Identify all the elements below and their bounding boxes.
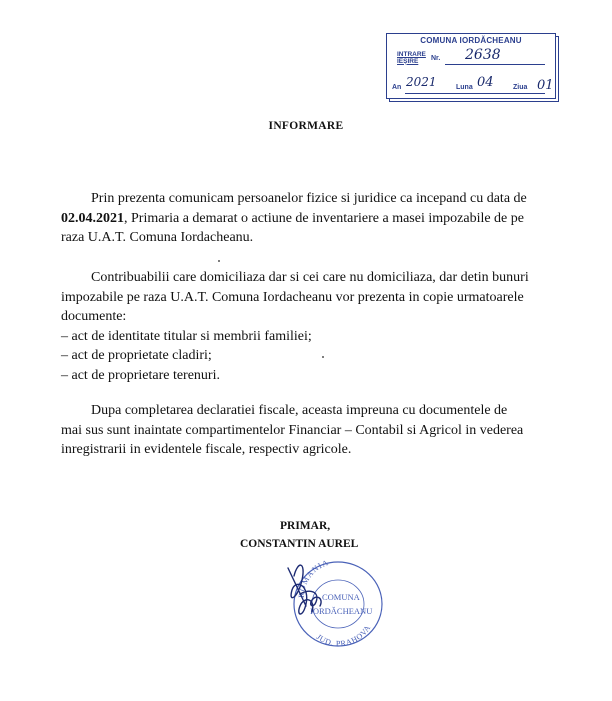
stamp-year-label: An <box>392 84 402 91</box>
document-title: INFORMARE <box>268 120 344 132</box>
stamp-month-value: 04 <box>477 75 494 90</box>
stamp-month-label: Luna <box>456 84 473 91</box>
stamp-entry-exit <box>397 51 426 65</box>
scan-speck <box>322 356 324 358</box>
paragraph1-line2-rest: , Primaria a demarat o actiune de inventariere a masei impozabile de pe <box>124 210 524 226</box>
signatory-name: CONSTANTIN AUREL <box>240 538 359 550</box>
paragraph3-line1: Dupa completarea declaratiei fiscale, aceasta impreuna cu documentele de <box>91 403 508 418</box>
paragraph1-line1: Prin prezenta comunicam persoanelor fizice si juridice ca incepand cu data de <box>91 191 527 206</box>
seal-inner-ring <box>312 580 364 628</box>
seal-middle-text-1: COMUNA <box>322 592 360 602</box>
paragraph-processing <box>61 401 551 460</box>
paragraph1-line2 <box>61 209 551 229</box>
document-list-item: – act de identitate titular si membrii familiei; <box>61 328 312 344</box>
start-date: 02.04.2021 <box>61 210 124 226</box>
paragraph3-line2: mai sus sunt inaintate compartimentelor Financiar – Contabil si Agricol in vederea <box>61 422 524 438</box>
paragraph1-line3: raza U.A.T. Comuna Iordacheanu. <box>61 230 254 245</box>
stamp-nr-label: Nr. <box>431 55 441 62</box>
paragraph-announcement <box>61 189 551 248</box>
paragraph2-line1: Contribuabilii care domiciliaza dar si cei care nu domiciliaza, dar detin bunuri <box>91 270 529 285</box>
stamp-entry-label: INTRARE <box>397 51 426 58</box>
official-seal <box>276 546 396 656</box>
seal-top-text: ROMANIA <box>296 557 331 599</box>
stamp-title: COMUNA IORDĂCHEANU <box>420 36 522 45</box>
stamp-day-value: 01 <box>537 78 554 93</box>
stamp-nr-line <box>445 64 545 65</box>
stamp-exit-label: IEȘIRE <box>397 58 419 65</box>
seal-middle-text-2: IORDĂCHEANU <box>310 606 373 616</box>
registration-stamp <box>386 33 556 99</box>
paragraph2-line3: documente: <box>61 309 127 324</box>
paragraph-requirements <box>61 268 551 385</box>
scan-speck <box>218 260 220 262</box>
seal-bottom-text: JUD. PRAHOVA <box>314 623 373 649</box>
document-list-item: – act de proprietate cladiri; <box>61 348 212 363</box>
signatory-role: PRIMAR, <box>280 520 331 532</box>
stamp-day-label: Ziua <box>513 84 528 91</box>
paragraph3-line3: inregistrarii in evidentele fiscale, respectiv agricole. <box>61 442 352 457</box>
paragraph2-line2: impozabile pe raza U.A.T. Comuna Iordacheanu vor prezenta in copie urmatoarele <box>61 289 524 305</box>
stamp-nr-value: 2638 <box>465 47 501 63</box>
document-list-item: – act de proprietare terenuri. <box>61 367 220 383</box>
stamp-year-value: 2021 <box>406 75 437 89</box>
stamp-date-line <box>405 93 545 94</box>
